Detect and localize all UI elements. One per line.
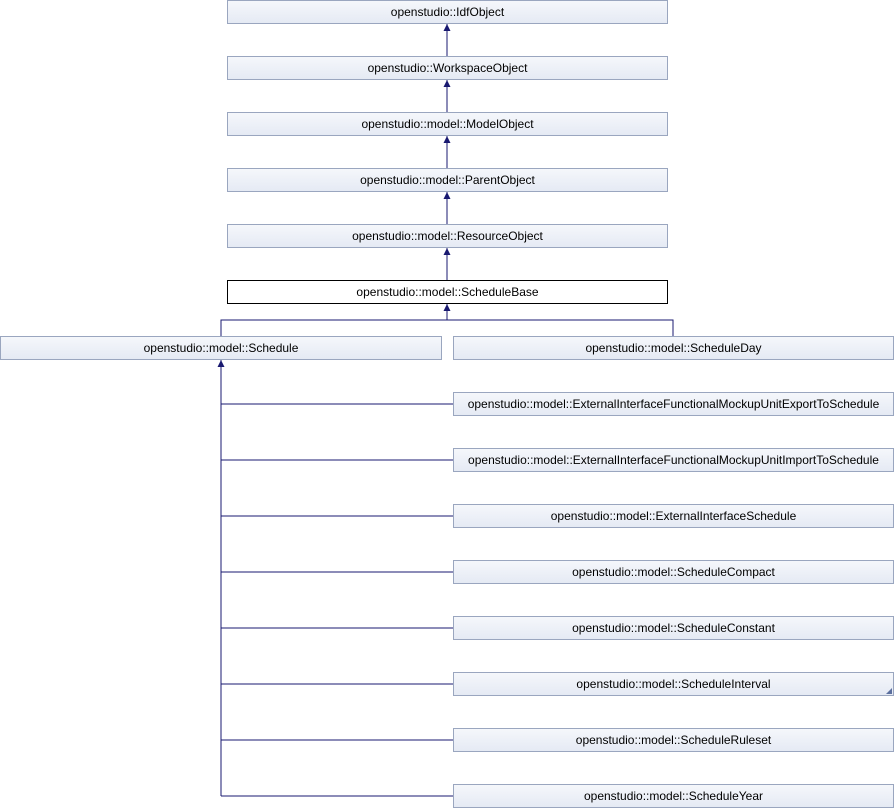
- class-schedule-constant[interactable]: openstudio::model::ScheduleConstant: [453, 616, 894, 640]
- edge-schedule-branch: [221, 320, 673, 336]
- class-schedule-year[interactable]: openstudio::model::ScheduleYear: [453, 784, 894, 808]
- class-workspaceobject[interactable]: openstudio::WorkspaceObject: [227, 56, 668, 80]
- class-schedule-interval[interactable]: [453, 672, 894, 696]
- class-schedule-ruleset[interactable]: openstudio::model::ScheduleRuleset: [453, 728, 894, 752]
- class-schedulebase-current: openstudio::model::ScheduleBase: [227, 280, 668, 304]
- class-modelobject[interactable]: openstudio::model::ModelObject: [227, 112, 668, 136]
- class-resourceobject[interactable]: openstudio::model::ResourceObject: [227, 224, 668, 248]
- class-schedule-interval-label: openstudio::model::ScheduleInterval: [576, 677, 771, 691]
- has-subclasses-corner-icon: [886, 688, 892, 694]
- class-parentobject[interactable]: openstudio::model::ParentObject: [227, 168, 668, 192]
- class-fmu-import-to-schedule[interactable]: openstudio::model::ExternalInterfaceFunctionalMockupUnitImportToSchedule: [453, 448, 894, 472]
- class-external-interface-schedule[interactable]: openstudio::model::ExternalInterfaceSchedule: [453, 504, 894, 528]
- class-fmu-export-to-schedule[interactable]: openstudio::model::ExternalInterfaceFunctionalMockupUnitExportToSchedule: [453, 392, 894, 416]
- class-schedule[interactable]: openstudio::model::Schedule: [0, 336, 442, 360]
- class-scheduleday[interactable]: openstudio::model::ScheduleDay: [453, 336, 894, 360]
- class-idfobject[interactable]: openstudio::IdfObject: [227, 0, 668, 24]
- class-schedule-compact[interactable]: openstudio::model::ScheduleCompact: [453, 560, 894, 584]
